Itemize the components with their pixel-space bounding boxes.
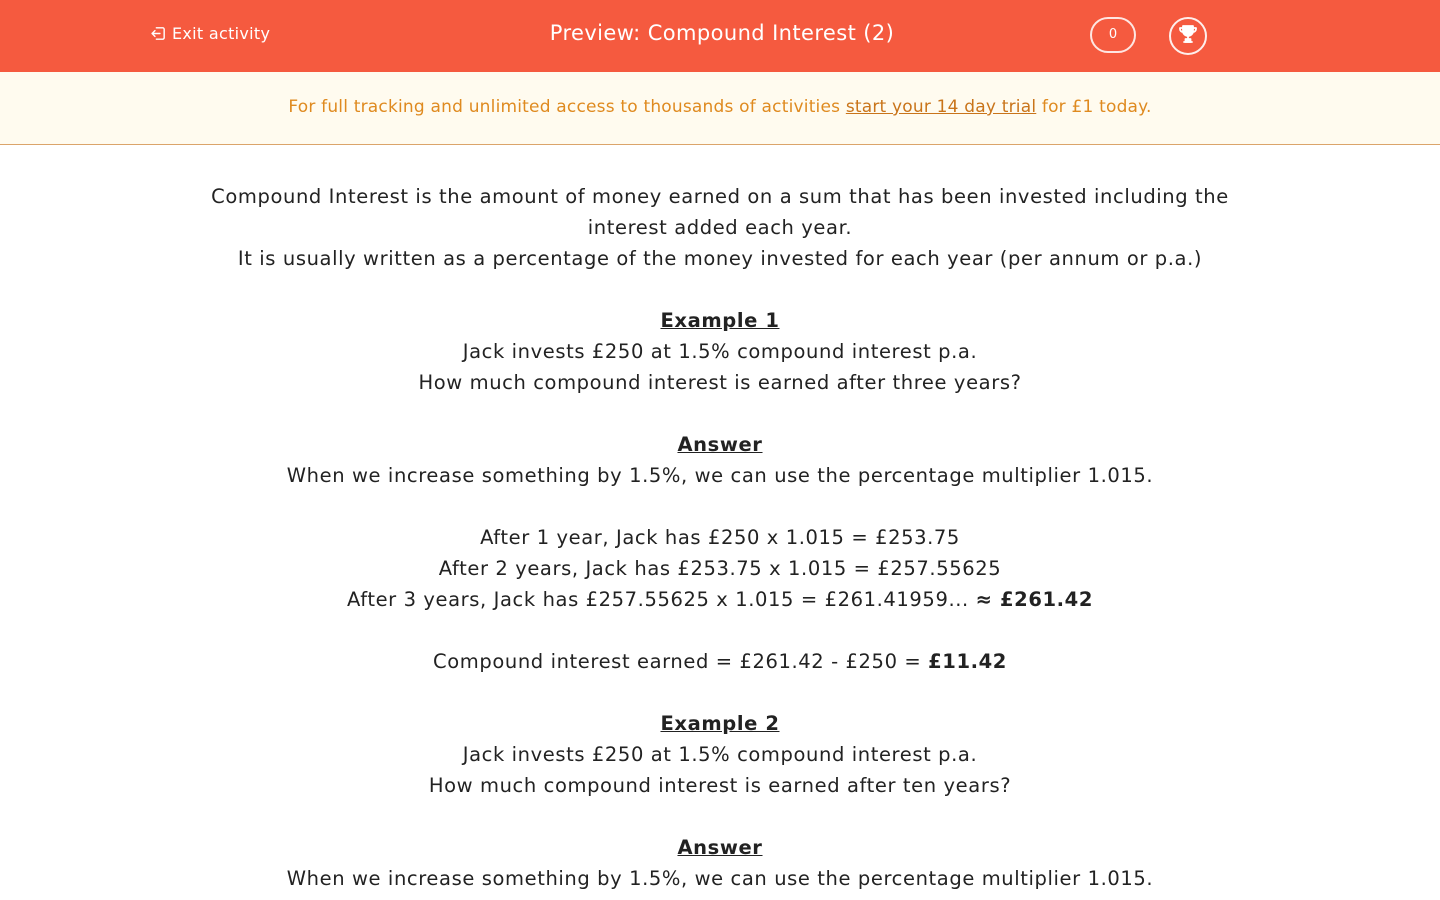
- trophy-icon: [1176, 22, 1200, 50]
- page-title: Preview: Compound Interest (2): [549, 21, 895, 45]
- trophy-button[interactable]: [1169, 17, 1207, 55]
- example-1-question-2: How much compound interest is earned after three years?: [418, 371, 1022, 394]
- example-2-answer-intro: When we increase something by 1.5%, we can use the percentage multiplier 1.015.: [286, 867, 1154, 890]
- example-1-result-text: Compound interest earned = £261.42 - £250 =: [433, 650, 929, 673]
- score-badge: 0: [1090, 17, 1136, 53]
- exit-activity-label: Exit activity: [172, 24, 271, 43]
- promo-text-after: for £1 today.: [1036, 97, 1152, 117]
- example-1-step-3-approx: ≈ £261.42: [975, 588, 1094, 611]
- promo-text-before: For full tracking and unlimited access to thousands of activities: [288, 97, 846, 117]
- example-1-heading: Example 1: [660, 309, 780, 332]
- lesson-content: [0, 145, 1440, 894]
- trial-link[interactable]: start your 14 day trial: [845, 97, 1037, 117]
- example-2-answer-heading: Answer: [677, 836, 763, 859]
- promo-banner: [0, 72, 1440, 145]
- example-1-step-3: [170, 584, 1270, 615]
- example-1-question-1: Jack invests £250 at 1.5% compound interest p.a.: [462, 340, 978, 363]
- intro-line-2: It is usually written as a percentage of the money invested for each year (per annum or p.a.): [237, 247, 1203, 270]
- intro-line-1: Compound Interest is the amount of money earned on a sum that has been invested including the interest added each year.: [211, 185, 1229, 239]
- example-1-result: [170, 646, 1270, 677]
- example-1-answer-heading: Answer: [677, 433, 763, 456]
- example-1-result-value: £11.42: [928, 650, 1007, 673]
- example-1-step-2: After 2 years, Jack has £253.75 x 1.015 = £257.55625: [438, 557, 1002, 580]
- example-1-answer-intro: When we increase something by 1.5%, we can use the percentage multiplier 1.015.: [286, 464, 1154, 487]
- example-1-step-3-text: After 3 years, Jack has £257.55625 x 1.015 = £261.41959...: [346, 588, 976, 611]
- top-bar: [0, 0, 1440, 72]
- example-2-question-2: How much compound interest is earned after ten years?: [428, 774, 1012, 797]
- example-2-question-1: Jack invests £250 at 1.5% compound interest p.a.: [462, 743, 978, 766]
- example-2-heading: Example 2: [660, 712, 780, 735]
- example-1-step-1: After 1 year, Jack has £250 x 1.015 = £253.75: [480, 526, 960, 549]
